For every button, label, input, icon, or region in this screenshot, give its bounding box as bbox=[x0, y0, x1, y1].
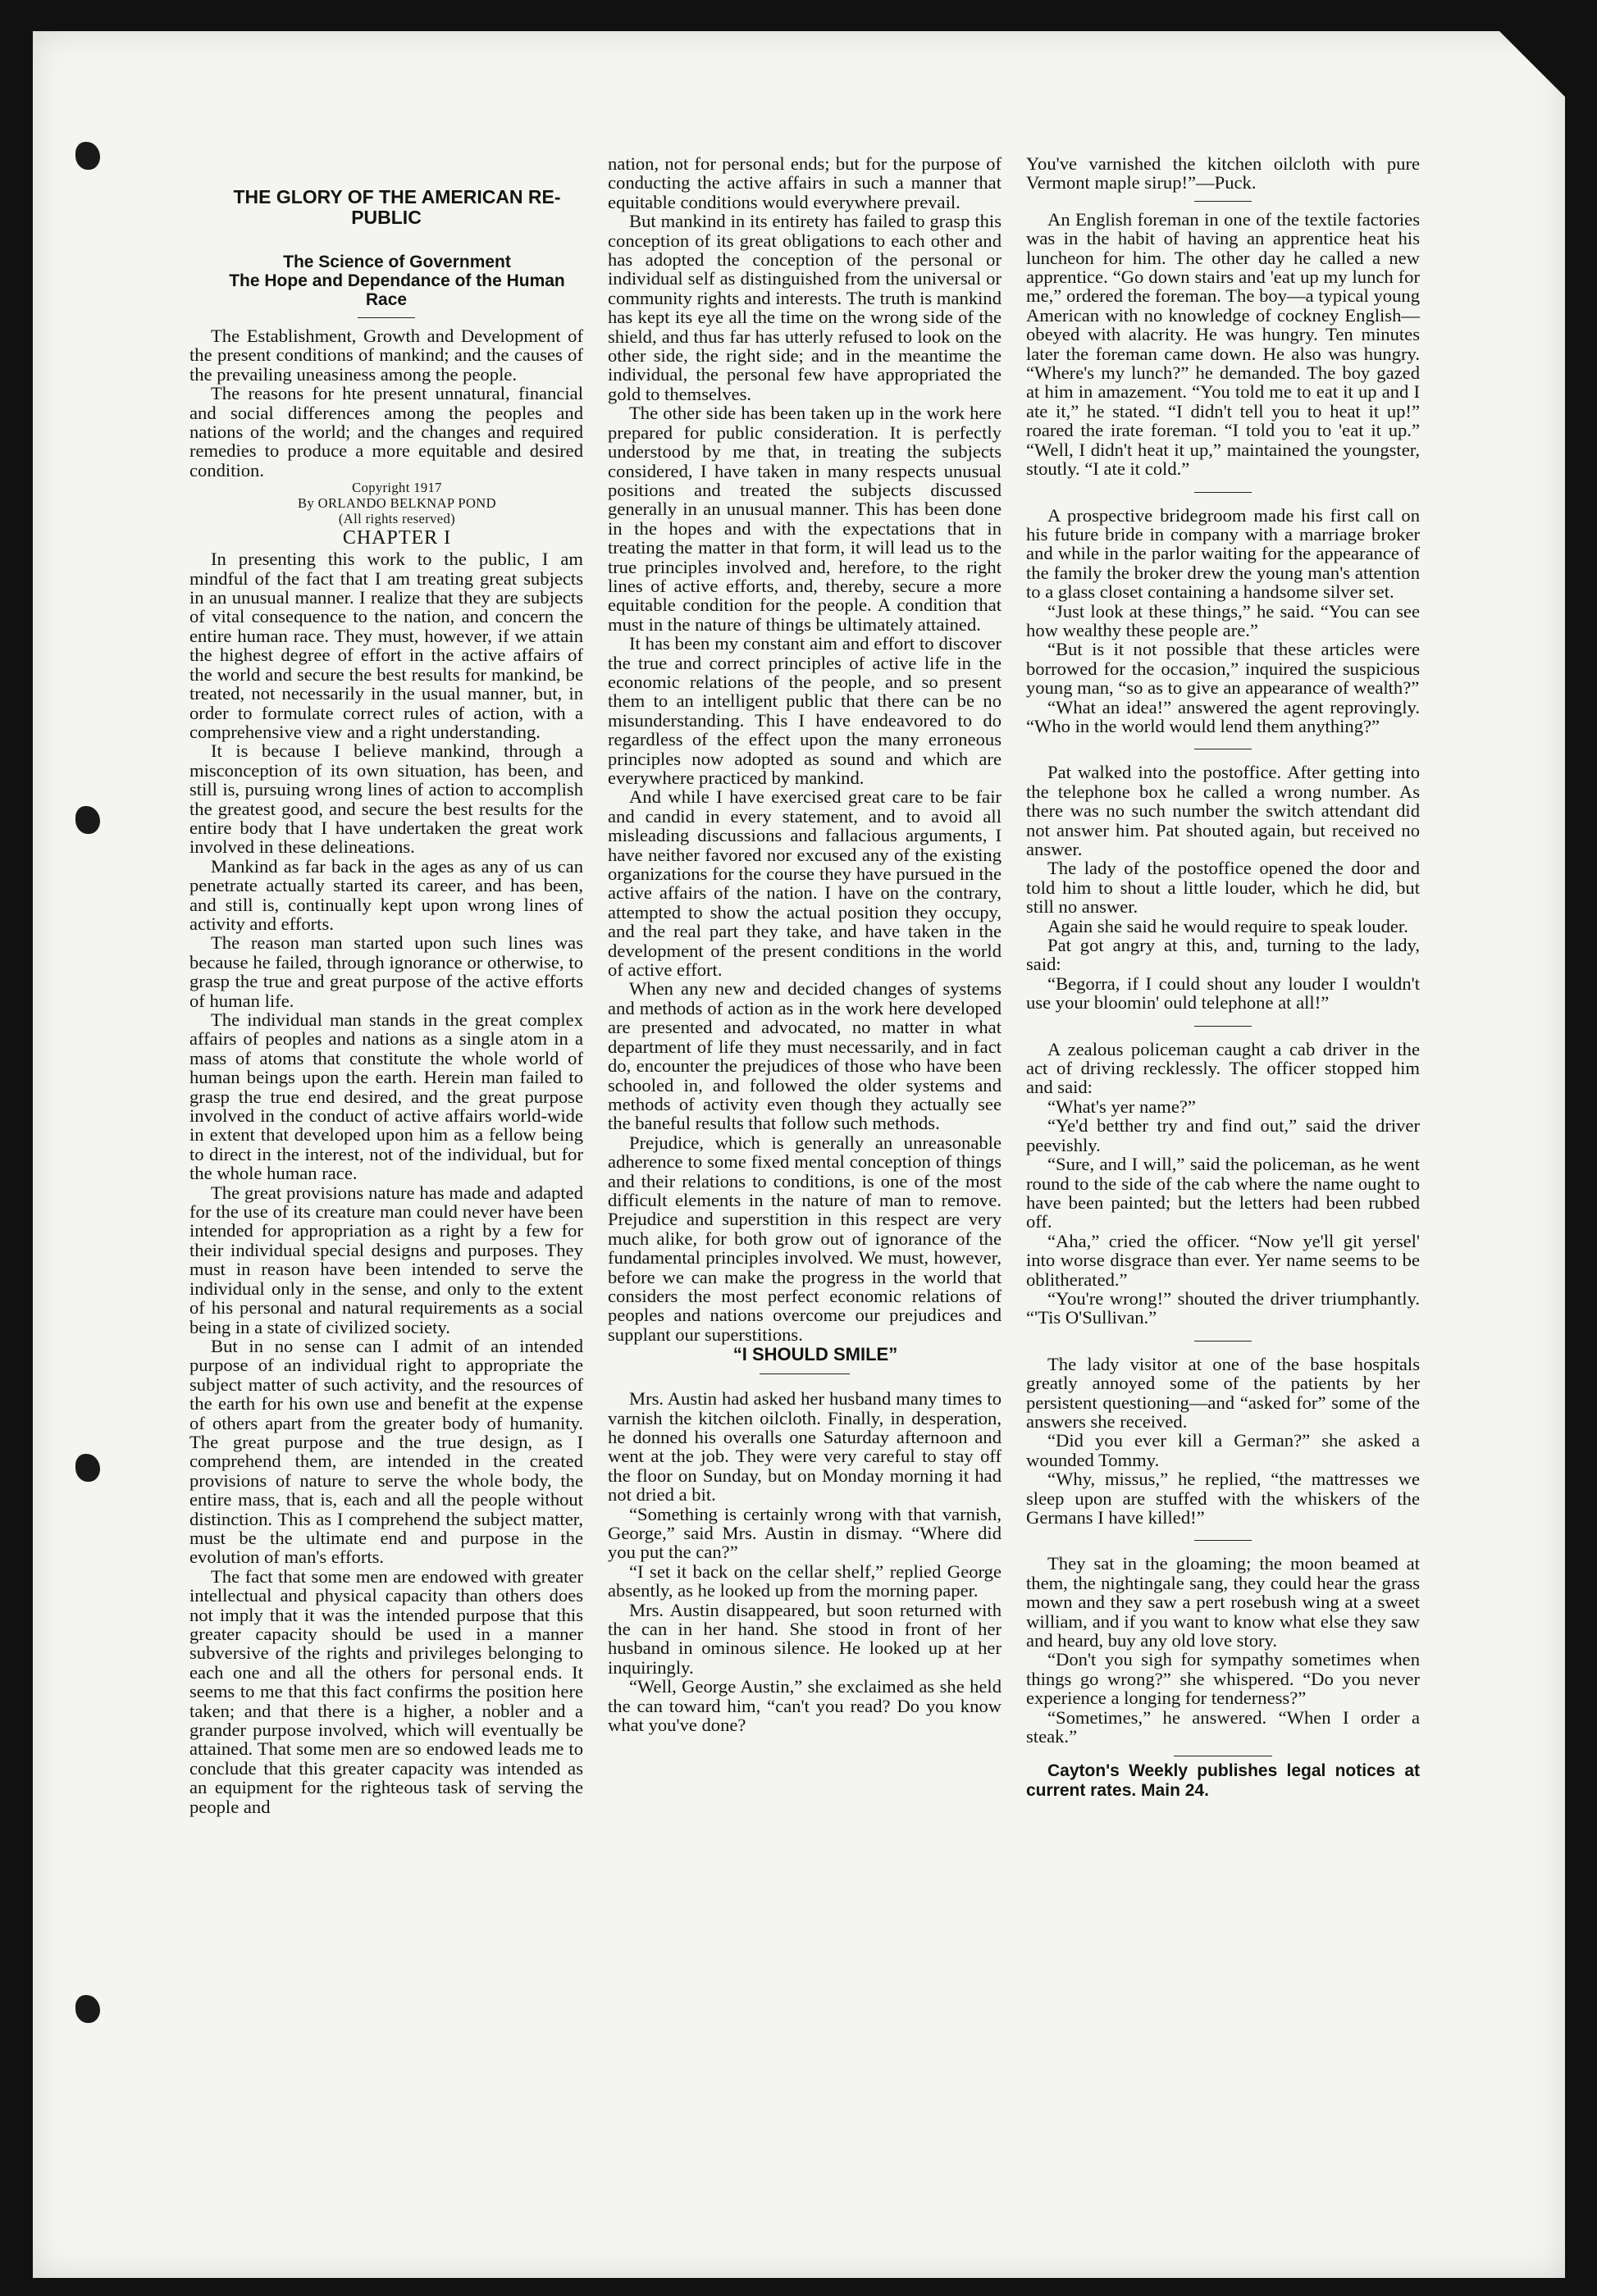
joke-paragraph: “What an idea!” answered the agent reprovingly. “Who in the world would lend them anything?” bbox=[1026, 696, 1420, 736]
joke-paragraph: The lady of the postoffice opened the door and told him to shout a little louder, which he did, but still no answer. bbox=[1026, 858, 1420, 918]
binding-hole bbox=[75, 142, 100, 170]
body-paragraph: But in no sense can I admit of an intended purpose of an individual right to appropriate the subject matter of such activity, and the resources of the earth for his own use and benefit at the expense of others apart from the greater body of humanity. The great purpose and the true design, as I comprehend them, are intended in the created provisions of nature to serve the whole body, the entire mass, that is, each and all the people without distinction. This as I comprehend the subject matter, must be the ultimate end and purpose in the evolution of man's efforts. bbox=[189, 1335, 583, 1568]
body-paragraph: The other side has been taken up in the work here prepared for public consideration. It is perfectly understood by me that, in treating the subjects considered, I have taken in many respects unusual positions and treated the subjects discussed generally in an unusual manner. This has been done in the hopes and with the expectations that in treating the matter in that form, it will lead us to the true principles involved and, herefore, to the right lines of active efforts, and, thereby, secure a more equitable condition for the people. A condition that must in the nature of things be ultimately attained. bbox=[608, 403, 1002, 635]
joke-paragraph: You've varnished the kitchen oilcloth with pure Vermont maple sirup!”—Puck. bbox=[1026, 153, 1420, 194]
joke-paragraph: An English foreman in one of the textile factories was in the habit of having an apprentice heat his luncheon for him. The other day he called a new apprentice. “Go down stairs and 'eat up my lunch for me,” ordered the foreman. The boy—a typical young American with no knowledge of cockney English—obeyed with alacrity. He was hungry. Ten minutes later the foreman came down. He also was hungry. “Where's my lunch?” he demanded. The boy gazed at him in amazement. “You told me to eat it up and I ate it,” he stated. “I didn't tell you to heat it up!” roared the irate foreman. “I told you to 'eat it up.” “Well, I didn't heat it up,” maintained the youngster, stoutly. “I ate it cold.” bbox=[1026, 208, 1420, 480]
story-paragraph: “Well, George Austin,” she exclaimed as she held the can toward him, “can't you read? Do you know what you've done? bbox=[608, 1676, 1002, 1736]
body-paragraph: Prejudice, which is generally an unreasonable adherence to some fixed mental conception of things and their relations to conditions, is one of the most difficult elements in the nature of man to remove. Prejudice and superstition in this respect are very much alike, for both grow out of ignorance of the fundamental principles involved. We must, however, before we can make the progress in the world that considers the most perfect economic relations of peoples and nations overcome our prejudices and supplant our superstitions. bbox=[608, 1132, 1002, 1345]
joke-paragraph: “Sure, and I will,” said the policeman, as he went round to the side of the cab where the name ought to have been painted; but the letters had been rubbed off. bbox=[1026, 1154, 1420, 1232]
body-paragraph: The fact that some men are endowed with greater intellectual and physical capacity than others does not imply that it was the intended purpose that this greater capacity should be used in a manner subversive of the rights and privileges belonging to each one and all the others for personal ends. It seems to me that this fact confirms the position here taken; and that there is a higher, a nobler and a grander purpose involved, which will eventually be attained. That some men are so endowed leads me to conclude that this greater capacity was intended as an equipment for the righteous task of serving the people and bbox=[189, 1565, 583, 1817]
story-paragraph: “I set it back on the cellar shelf,” replied George absently, as he looked up from the morning paper. bbox=[608, 1560, 1002, 1601]
body-paragraph: The individual man stands in the great complex affairs of peoples and nations as a single atom in a mass of atoms that constitute the whole world of human beings upon the earth. Herein man failed to grasp the true end desired, and the great purpose involved in the conduct of active affairs world-wide in extent that developed upon him as a fellow being to direct in the interest, not of the individual, but for the whole human race. bbox=[189, 1009, 583, 1184]
body-paragraph: It has been my constant aim and effort to discover the true and correct principles of active life in the economic relations of the people, and so present them to an intelligent public that there can be no misunderstanding. This I have endeavored to do regardless of the effect upon the many erroneous principles now adopted as sound and which are everywhere practiced by mankind. bbox=[608, 633, 1002, 788]
joke-paragraph: Pat walked into the postoffice. After getting into the telephone box he called a wrong number. As there was no such number the switch attendant did not answer him. Pat shouted again, but received no answer. bbox=[1026, 762, 1420, 859]
joke-paragraph: “Did you ever kill a German?” she asked a wounded Tommy. bbox=[1026, 1430, 1420, 1470]
body-paragraph: It is because I believe mankind, through a misconception of its own situation, has been, and still is, pursuing wrong lines of action to accomplish the greatest good, and secure the best results for the entire body that I have undertaken the great work involved in these delineations. bbox=[189, 740, 583, 858]
folded-corner bbox=[1499, 31, 1565, 97]
joke-paragraph: Again she said he would require to speak louder. bbox=[1047, 915, 1408, 936]
column-3 bbox=[1026, 154, 1420, 1801]
body-paragraph: nation, not for personal ends; but for the purpose of conducting the active affairs in such a manner that equitable conditions would everywhere prevail. bbox=[608, 153, 1002, 212]
joke-paragraph: “Why, missus,” he replied, “the mattresses we sleep upon are stuffed with the whiskers of the Germans I have killed!” bbox=[1026, 1469, 1420, 1528]
joke-paragraph: “Don't you sigh for sympathy sometimes when things go wrong?” she whispered. “Do you never experience a longing for tenderness?” bbox=[1026, 1649, 1420, 1709]
joke-paragraph: “Begorra, if I could shout any louder I wouldn't use your bloomin' ould telephone at all!” bbox=[1026, 973, 1420, 1014]
joke-paragraph: Pat got angry at this, and, turning to the lady, said: bbox=[1026, 935, 1420, 975]
story-paragraph: Mrs. Austin had asked her husband many times to varnish the kitchen oilcloth. Finally, in desperation, he donned his overalls one Saturday afternoon and went at the job. They were very careful to stay off the floor on Sunday, but on Monday morning it had not dried a bit. bbox=[608, 1388, 1002, 1506]
legal-notice: Cayton's Weekly publishes legal notices at current rates. Main 24. bbox=[1026, 1761, 1420, 1801]
joke-paragraph: “Aha,” cried the officer. “Now ye'll git yersel' into worse disgrace than ever. Yer name seems to be oblitherated.” bbox=[1026, 1230, 1420, 1290]
divider bbox=[1194, 492, 1252, 493]
article-headline: THE GLORY OF THE AMERICAN RE-PUBLIC bbox=[233, 186, 561, 228]
divider bbox=[1194, 1026, 1252, 1027]
story-headline: “I SHOULD SMILE” bbox=[732, 1344, 898, 1365]
body-paragraph: Mankind as far back in the ages as any of us can penetrate actually started its career, and has been, and still is, continually kept upon wrong lines of activity and efforts. bbox=[189, 855, 583, 934]
column-1 bbox=[189, 154, 583, 1816]
copyright-line: Copyright 1917 bbox=[352, 480, 442, 496]
joke-paragraph: The lady visitor at one of the base hospitals greatly annoyed some of the patients by her persistent questioning—and “asked for” some of the answers she received. bbox=[1026, 1353, 1420, 1432]
divider bbox=[1194, 201, 1252, 202]
body-paragraph: And while I have exercised great care to be fair and candid in every statement, and to avoid all misleading discussions and fallacious arguments, I have neither favored nor excused any of the existing organizations for the course they have pursued in the active affairs of the nation. I have on the contrary, attempted to show the actual position they occupy, and the real part they take, and have taken in the development of the present conditions in the world of active effort. bbox=[608, 786, 1002, 981]
joke-paragraph: “Just look at these things,” he said. “You can see how wealthy these people are.” bbox=[1026, 600, 1420, 640]
body-paragraph: But mankind in its entirety has failed to grasp this conception of its great obligations to each other and has adopted the conception of the personal or individual self as distinguished from the universal or community rights and interests. The truth is mankind has kept its eye all the time on the wrong side of the shield, and thus far has utterly refused to look on the other side, the right side; and in the meantime the individual, the personal few have appropriated the gold to themselves. bbox=[608, 211, 1002, 404]
story-paragraph: “Something is certainly wrong with that varnish, George,” said Mrs. Austin in dismay. “Where did you put the can?” bbox=[608, 1503, 1002, 1563]
story-paragraph: Mrs. Austin disappeared, but soon returned with the can in her hand. She stood in front of her husband in ominous silence. He looked up at her inquiringly. bbox=[608, 1599, 1002, 1678]
binding-hole bbox=[75, 1454, 100, 1482]
joke-paragraph: “But is it not possible that these articles were borrowed for the occasion,” inquired the suspicious young man, “so as to give an appearance of wealth?” bbox=[1026, 639, 1420, 699]
divider bbox=[1194, 1341, 1252, 1342]
joke-paragraph: “What's yer name?” bbox=[1047, 1096, 1196, 1117]
article-subhead: The Science of Government bbox=[283, 253, 511, 271]
joke-paragraph: A prospective bridegroom made his first call on his future bride in company with a marriage broker and while in the parlor waiting for the appearance of the family the broker drew the young man's attention to a glass closet containing a handsome silver set. bbox=[1026, 504, 1420, 603]
body-paragraph: In presenting this work to the public, I am mindful of the fact that I am treating great subjects in an unusual manner. I realize that they are subjects of vital consequence to the nation, and concern the entire human race. They must, however, if we attain the highest degree of effort in the active affairs of the world and secure the best results for mankind, be treated, not necessarily in the usual manner, but, in order to formulate correct rules of action, with a comprehensive view and a right understanding. bbox=[189, 549, 583, 742]
column-2 bbox=[608, 154, 1002, 1735]
joke-paragraph: A zealous policeman caught a cab driver in the act of driving recklessly. The officer stopped him and said: bbox=[1026, 1038, 1420, 1098]
joke-paragraph: “Sometimes,” he answered. “When I order a steak.” bbox=[1026, 1706, 1420, 1747]
chapter-heading: CHAPTER I bbox=[342, 527, 452, 549]
rights-line: (All rights reserved) bbox=[338, 511, 456, 527]
joke-paragraph: “Ye'd betther try and find out,” said the driver peevishly. bbox=[1026, 1115, 1420, 1155]
intro-paragraph: The reasons for hte present unnatural, financial and social differences among the peoples and nations of the world; and the changes and required remedies to produce a more equitable and desired condition. bbox=[189, 383, 583, 481]
body-paragraph: The reason man started upon such lines was because he failed, through ignorance or otherwise, to grasp the true and great purpose of the active efforts of human life. bbox=[189, 932, 583, 1011]
divider bbox=[358, 317, 415, 318]
newspaper-page bbox=[33, 31, 1565, 2278]
author-line: By ORLANDO BELKNAP POND bbox=[298, 495, 496, 512]
article-subhead: The Hope and Dependance of the Human Race bbox=[229, 271, 565, 309]
joke-paragraph: They sat in the gloaming; the moon beamed at them, the nightingale sang, they could hear the grass mown and they saw a pert rosebush wing at a sweet william, and if you want to know what else they saw and heard, buy any old love story. bbox=[1026, 1553, 1420, 1651]
intro-paragraph: The Establishment, Growth and Development of the present conditions of mankind; and the causes of the prevailing uneasiness among the people. bbox=[189, 326, 583, 385]
body-paragraph: The great provisions nature has made and adapted for the use of its creature man could never have been intended for appropriation as a right by a few for their individual special designs and purposes. They must in reason have been intended to serve the individual only in the sense, and only to the extent of his personal and natural requirements as a social being in a state of civilized society. bbox=[189, 1182, 583, 1337]
divider bbox=[1194, 1540, 1252, 1541]
binding-hole bbox=[75, 1995, 100, 2023]
joke-paragraph: “You're wrong!” shouted the driver triumphantly. “'Tis O'Sullivan.” bbox=[1026, 1287, 1420, 1328]
binding-hole bbox=[75, 806, 100, 834]
body-paragraph: When any new and decided changes of systems and methods of action as in the work here developed are presented and advocated, no matter in what department of life they must necessarily, and in fact do, encounter the prejudices of those who have been schooled in, and followed the older systems and methods of activity even though they actually see the baneful results that follow such methods. bbox=[608, 978, 1002, 1134]
